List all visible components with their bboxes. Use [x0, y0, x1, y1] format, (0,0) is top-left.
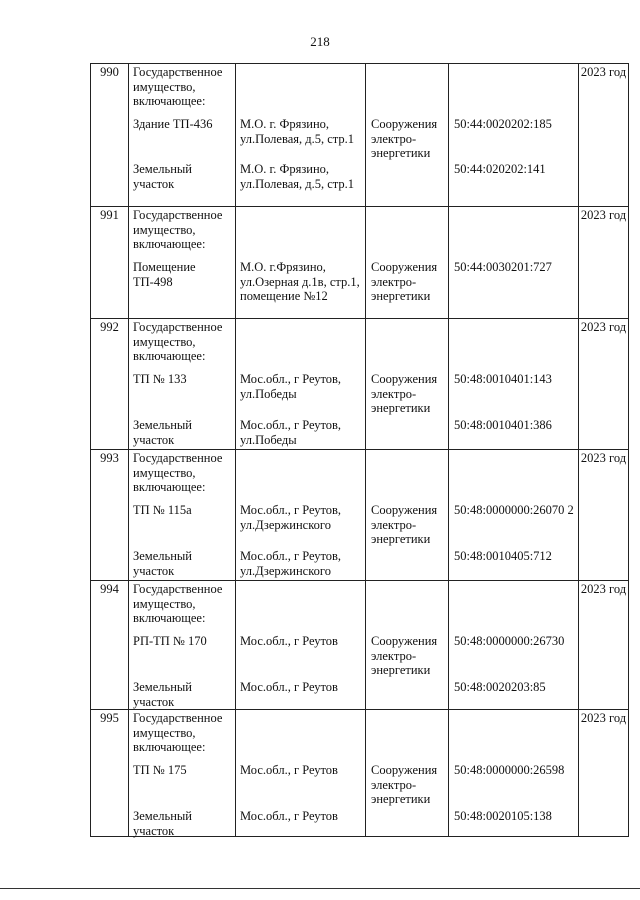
cell-content — [366, 319, 448, 449]
cell-cadastral-number — [449, 64, 579, 207]
cell-object-name — [129, 581, 236, 710]
table-row — [91, 710, 629, 837]
cadastral-number: 50:48:0000000:26070 2 — [454, 503, 574, 517]
cadastral-number: 50:44:0020202:185 — [454, 117, 552, 131]
cell-content — [236, 64, 365, 206]
object-name: Земельный участок — [133, 680, 192, 709]
row-number: 990 — [91, 64, 129, 207]
object-address: Мос.обл., г Реутов, ул.Дзержинского — [240, 549, 342, 578]
cadastral-number: 50:48:0020203:85 — [454, 680, 546, 694]
cell-content — [129, 319, 235, 449]
year-cell: 2023 год — [579, 581, 629, 710]
cell-object-address — [236, 64, 366, 207]
cell-content — [449, 450, 578, 580]
object-name: Здание ТП-436 — [133, 117, 213, 131]
cell-object-name — [129, 207, 236, 319]
cell-content — [129, 710, 235, 836]
table-row — [91, 319, 629, 450]
table-row — [91, 207, 629, 319]
year-cell: 2023 год — [579, 207, 629, 319]
object-name: ТП № 115а — [133, 503, 192, 517]
cell-object-type — [366, 710, 449, 837]
year-cell: 2023 год — [579, 450, 629, 581]
year-cell: 2023 год — [579, 710, 629, 837]
object-type: Сооружения электро- энергетики — [371, 117, 438, 160]
object-name: Помещение ТП-498 — [133, 260, 196, 289]
object-address: Мос.обл., г Реутов — [240, 809, 338, 823]
table-row — [91, 581, 629, 710]
cell-object-type — [366, 207, 449, 319]
cadastral-number: 50:48:0010401:143 — [454, 372, 552, 386]
table-row — [91, 450, 629, 581]
cell-object-address — [236, 710, 366, 837]
cell-content — [129, 207, 235, 318]
group-header: Государственное имущество, включающее: — [133, 582, 223, 625]
cell-cadastral-number — [449, 710, 579, 837]
cell-cadastral-number — [449, 581, 579, 710]
cell-cadastral-number — [449, 450, 579, 581]
cell-object-address — [236, 207, 366, 319]
year-cell: 2023 год — [579, 319, 629, 450]
cell-content — [236, 581, 365, 709]
object-address: Мос.обл., г Реутов — [240, 763, 338, 777]
cell-content — [129, 64, 235, 206]
cell-object-name — [129, 710, 236, 837]
page-number: 218 — [310, 34, 330, 49]
row-number: 994 — [91, 581, 129, 710]
object-address: М.О. г.Фрязино, ул.Озерная д.1в, стр.1, помещение №12 — [240, 260, 360, 303]
object-address: Мос.обл., г Реутов — [240, 680, 338, 694]
group-header: Государственное имущество, включающее: — [133, 711, 223, 754]
object-name: РП-ТП № 170 — [133, 634, 207, 648]
cell-object-type — [366, 64, 449, 207]
cadastral-number: 50:48:0000000:26730 — [454, 634, 565, 648]
row-number: 995 — [91, 710, 129, 837]
cell-object-address — [236, 450, 366, 581]
cell-object-address — [236, 581, 366, 710]
object-type: Сооружения электро- энергетики — [371, 634, 438, 677]
object-address: М.О. г. Фрязино, ул.Полевая, д.5, стр.1 — [240, 162, 355, 191]
cell-object-name — [129, 64, 236, 207]
cell-cadastral-number — [449, 319, 579, 450]
row-number: 992 — [91, 319, 129, 450]
cadastral-number: 50:48:0000000:26598 — [454, 763, 565, 777]
cadastral-number: 50:44:020202:141 — [454, 162, 546, 176]
object-type: Сооружения электро- энергетики — [371, 372, 438, 415]
property-register-table — [90, 63, 629, 837]
cell-content — [366, 450, 448, 580]
cell-content — [366, 581, 448, 709]
row-number: 991 — [91, 207, 129, 319]
group-header: Государственное имущество, включающее: — [133, 451, 223, 494]
table-row — [91, 64, 629, 207]
cell-object-type — [366, 581, 449, 710]
group-header: Государственное имущество, включающее: — [133, 320, 223, 363]
object-name: Земельный участок — [133, 162, 192, 191]
cell-content — [129, 581, 235, 709]
cell-object-address — [236, 319, 366, 450]
object-address: М.О. г. Фрязино, ул.Полевая, д.5, стр.1 — [240, 117, 355, 146]
object-name: Земельный участок — [133, 809, 192, 838]
cell-content — [449, 319, 578, 449]
object-type: Сооружения электро- энергетики — [371, 503, 438, 546]
cell-object-name — [129, 450, 236, 581]
cell-content — [449, 710, 578, 836]
cell-object-type — [366, 319, 449, 450]
year-cell: 2023 год — [579, 64, 629, 207]
cadastral-number: 50:48:0010401:386 — [454, 418, 552, 432]
cell-content — [236, 319, 365, 449]
row-number: 993 — [91, 450, 129, 581]
cell-content — [236, 450, 365, 580]
cell-cadastral-number — [449, 207, 579, 319]
object-name: ТП № 133 — [133, 372, 187, 386]
cell-content — [449, 581, 578, 709]
object-name: Земельный участок — [133, 418, 192, 447]
cell-content — [366, 64, 448, 206]
cadastral-number: 50:48:0010405:712 — [454, 549, 552, 563]
page-bottom-rule — [0, 888, 640, 889]
cell-content — [366, 710, 448, 836]
cell-content — [236, 710, 365, 836]
cell-content — [236, 207, 365, 318]
object-address: Мос.обл., г Реутов, ул.Победы — [240, 418, 342, 447]
object-address: Мос.обл., г Реутов — [240, 634, 338, 648]
object-name: Земельный участок — [133, 549, 192, 578]
cell-content — [129, 450, 235, 580]
object-address: Мос.обл., г Реутов, ул.Дзержинского — [240, 503, 342, 532]
object-type: Сооружения электро- энергетики — [371, 260, 438, 303]
group-header: Государственное имущество, включающее: — [133, 65, 223, 108]
object-type: Сооружения электро- энергетики — [371, 763, 438, 806]
cadastral-number: 50:44:0030201:727 — [454, 260, 552, 274]
cell-object-name — [129, 319, 236, 450]
cell-content — [366, 207, 448, 318]
cell-content — [449, 207, 578, 318]
object-address: Мос.обл., г Реутов, ул.Победы — [240, 372, 342, 401]
object-name: ТП № 175 — [133, 763, 187, 777]
group-header: Государственное имущество, включающее: — [133, 208, 223, 251]
cell-object-type — [366, 450, 449, 581]
cell-content — [449, 64, 578, 206]
cadastral-number: 50:48:0020105:138 — [454, 809, 552, 823]
